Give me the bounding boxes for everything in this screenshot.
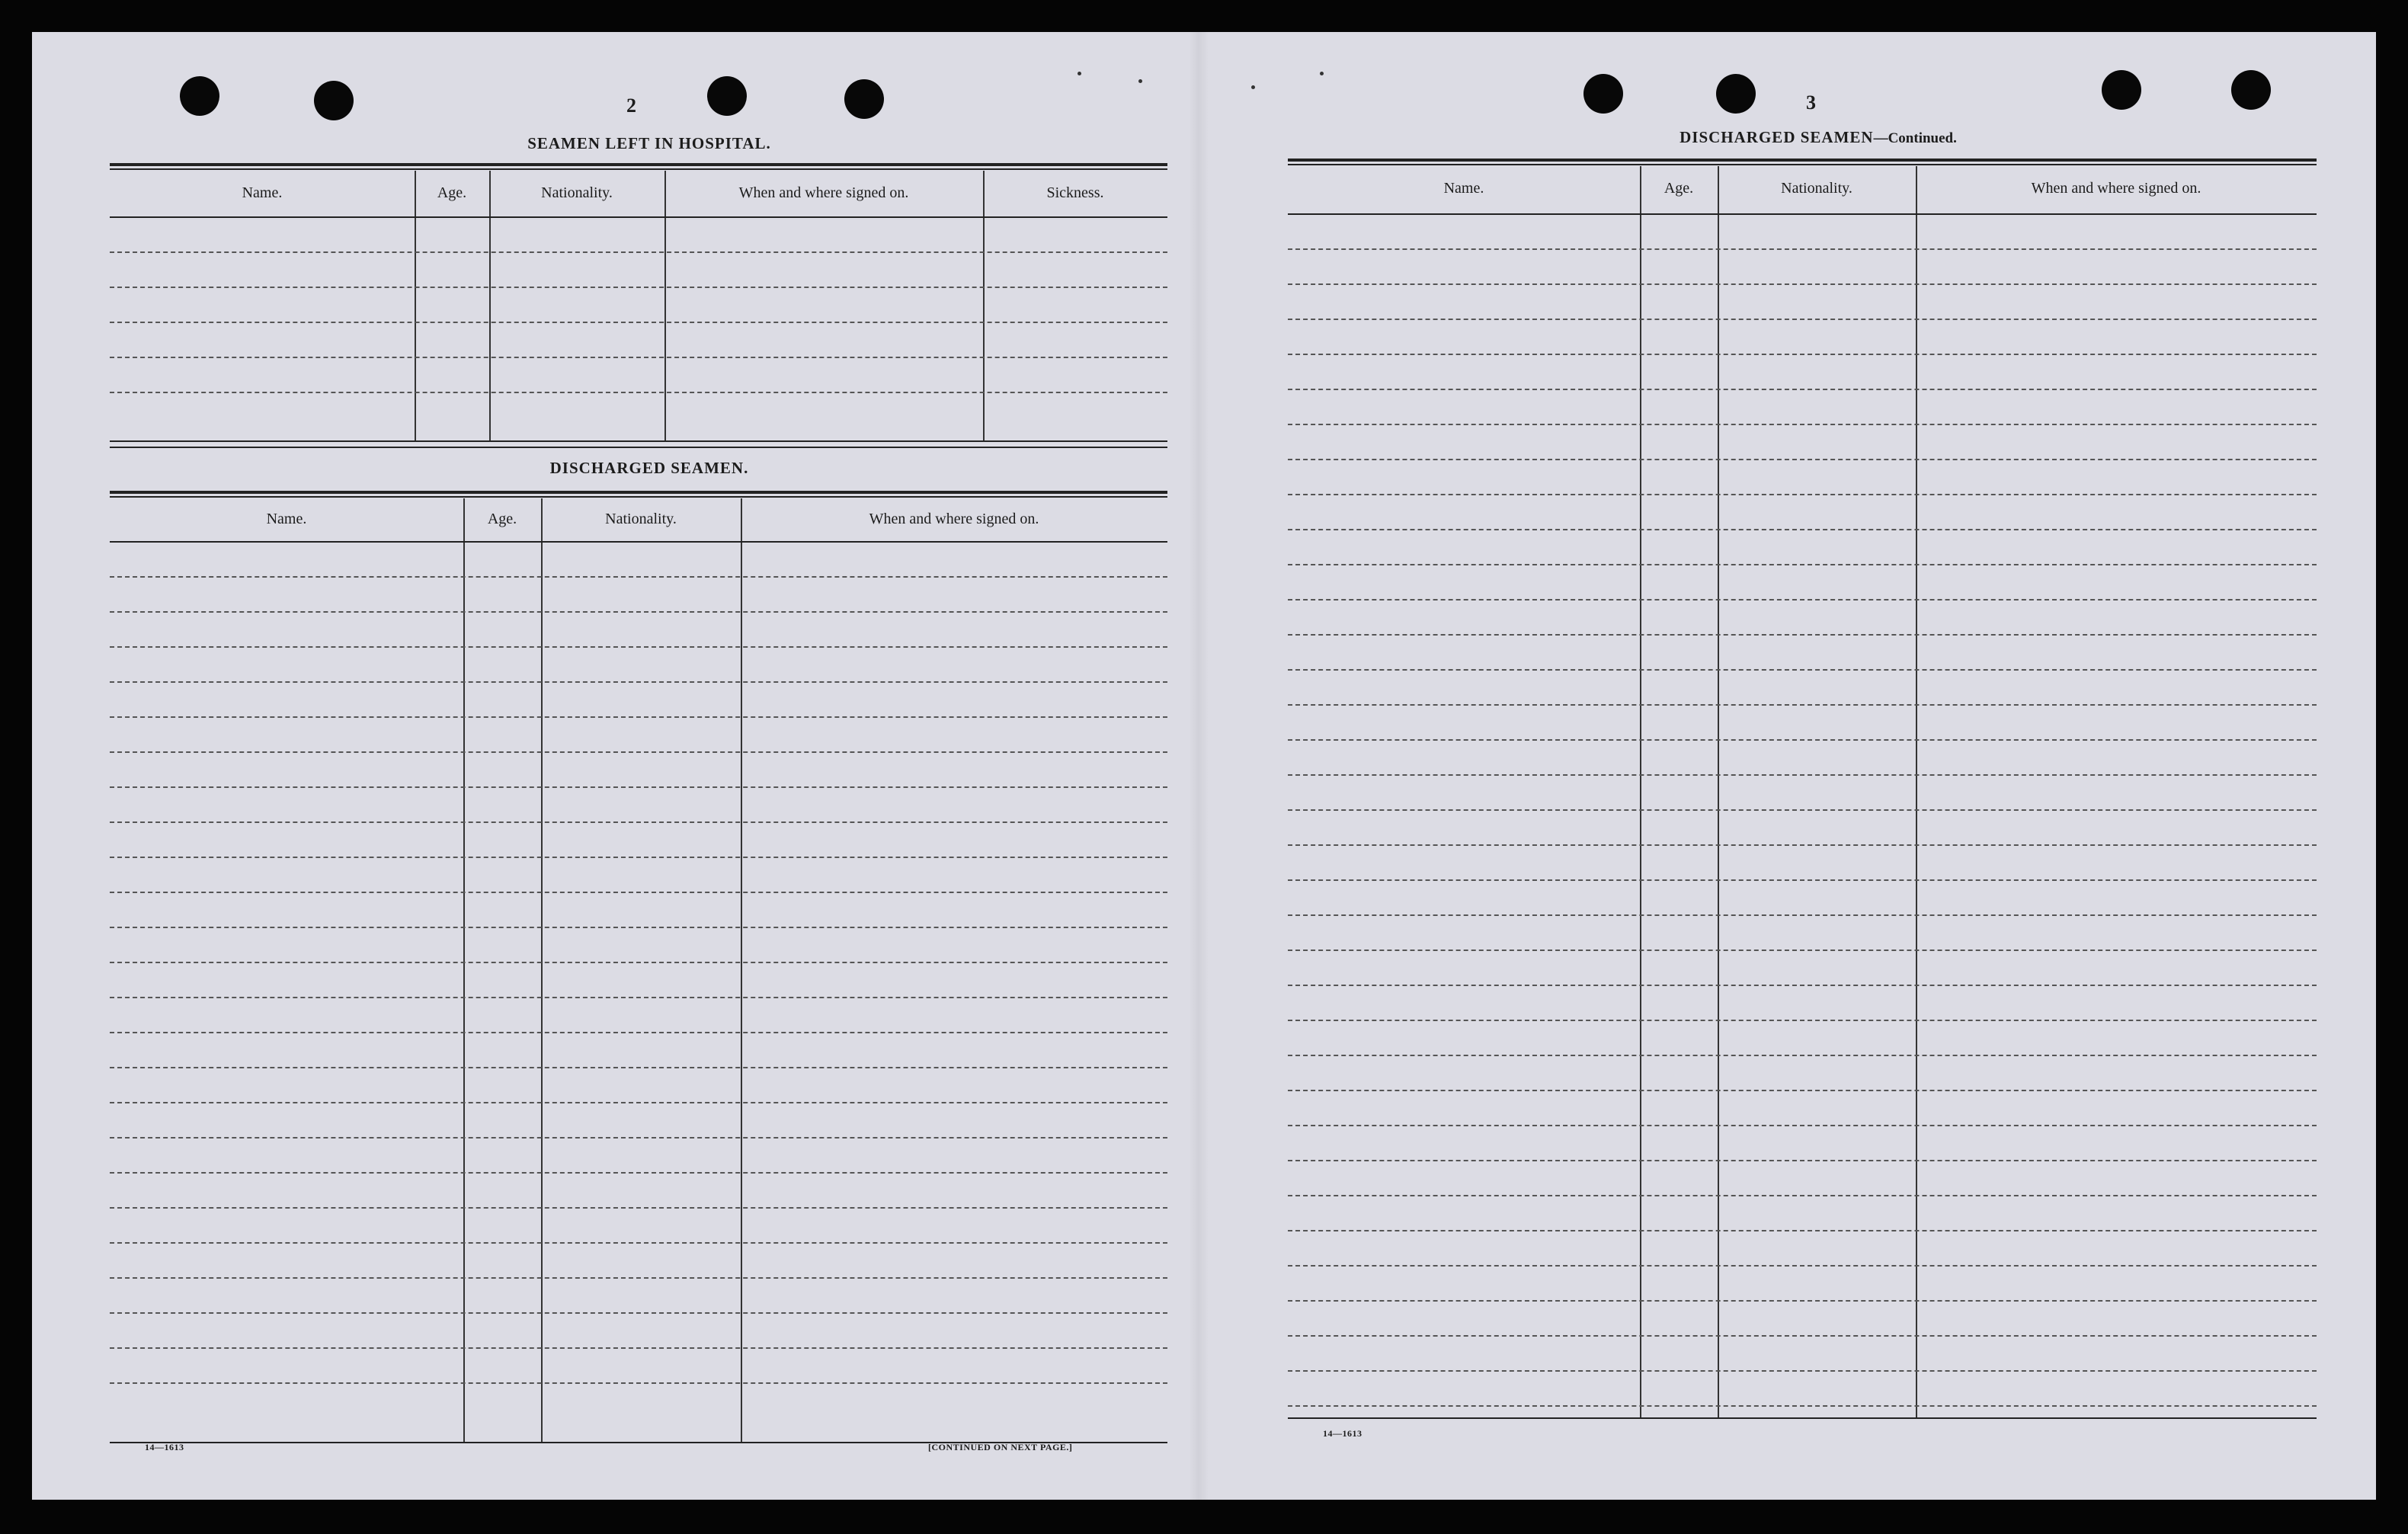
document-sheet [32,32,2376,1500]
table-row [110,1382,1167,1384]
table-row [1288,914,2317,916]
table-bottom-rule [110,440,1167,442]
table-row [1288,459,2317,460]
title-suffix: —Continued. [1873,130,1957,146]
column-header-when-where: When and where signed on. [869,511,1039,527]
title-main: DISCHARGED SEAMEN [1680,128,1874,146]
table-row [1288,879,2317,881]
table-row [110,997,1167,998]
table-row [1288,704,2317,706]
discharged-continued-title [1567,128,2070,147]
table-row [1288,564,2317,565]
discharged-continued-table [1288,159,2317,1454]
table-row [110,322,1167,323]
table-row [1288,1230,2317,1231]
table-row [110,1207,1167,1209]
table-row [110,857,1167,858]
column-header-age: Age. [487,511,517,527]
column-divider [741,498,742,1442]
table-row [1288,774,2317,776]
table-row [110,1067,1167,1068]
column-header-name: Name. [1443,180,1484,197]
column-header-age: Age. [1664,180,1694,197]
table-row [1288,599,2317,600]
table-row [1288,1020,2317,1021]
table-row [1288,1405,2317,1407]
column-divider [541,498,543,1442]
table-top-rule [1288,159,2317,162]
table-row [1288,1055,2317,1056]
table-row [1288,1195,2317,1196]
table-row [1288,669,2317,671]
column-header-when-where: When and where signed on. [738,184,909,201]
column-header-name: Name. [242,184,283,201]
table-row [1288,389,2317,390]
column-header-when-where: When and where signed on. [2031,180,2201,197]
table-row [1288,739,2317,741]
table-top-rule [1288,164,2317,165]
form-number: 14—1613 [1323,1428,1363,1439]
column-header-nationality: Nationality. [1781,180,1852,197]
table-row [110,786,1167,788]
column-divider [664,171,666,440]
column-divider [463,498,465,1442]
table-row [1288,1300,2317,1302]
column-divider [415,171,416,440]
form-number: 14—1613 [145,1442,184,1452]
page-number: 2 [626,94,636,117]
table-row [110,751,1167,753]
hospital-table [110,163,1167,476]
column-header-age: Age. [437,184,467,201]
table-row [1288,424,2317,425]
table-row [110,287,1167,288]
table-row [110,392,1167,393]
table-row [1288,354,2317,355]
table-row [110,1137,1167,1138]
table-row [1288,1265,2317,1267]
hospital-section-title: SEAMEN LEFT IN HOSPITAL. [527,134,771,152]
table-row [1288,844,2317,846]
table-row [1288,248,2317,250]
table-row [110,1242,1167,1244]
column-header-sickness: Sickness. [1046,184,1104,201]
table-row [110,681,1167,683]
table-row [110,1172,1167,1174]
header-bottom-rule [110,541,1167,543]
table-row [110,576,1167,578]
table-row [110,357,1167,358]
table-row [110,251,1167,253]
column-divider [489,171,491,440]
page-number: 3 [1806,91,1816,114]
page-fold [1189,32,1209,1500]
table-row [110,1312,1167,1314]
table-row [1288,1160,2317,1161]
column-header-nationality: Nationality. [541,184,613,201]
header-bottom-rule [1288,213,2317,215]
table-row [110,962,1167,963]
header-bottom-rule [110,216,1167,218]
table-row [110,1032,1167,1033]
table-row [110,927,1167,928]
table-top-rule [110,163,1167,166]
table-row [1288,1370,2317,1372]
table-row [1288,634,2317,636]
table-row [110,1277,1167,1279]
table-row [1288,1090,2317,1091]
table-top-rule [110,168,1167,170]
table-row [1288,1125,2317,1126]
table-row [110,1102,1167,1103]
table-top-rule [110,491,1167,494]
table-row [110,646,1167,648]
table-row [1288,283,2317,285]
table-row [1288,950,2317,951]
table-row [1288,319,2317,320]
table-row [1288,985,2317,986]
table-row [1288,809,2317,811]
table-row [110,892,1167,893]
table-row [110,716,1167,718]
column-header-nationality: Nationality. [605,511,677,527]
table-row [1288,1335,2317,1337]
discharged-section-title: DISCHARGED SEAMEN. [549,459,749,477]
table-top-rule [110,496,1167,498]
table-bottom-rule [110,447,1167,448]
table-row [110,821,1167,823]
continued-note: [CONTINUED ON NEXT PAGE.] [928,1442,1073,1452]
table-bottom-rule [1288,1417,2317,1419]
table-row [110,611,1167,613]
column-header-name: Name. [266,511,307,527]
column-divider [983,171,985,440]
table-row [1288,494,2317,495]
table-row [1288,529,2317,530]
left-page [32,32,1189,1500]
right-page [1209,32,2376,1500]
table-row [110,1347,1167,1349]
discharged-table [110,491,1167,1466]
